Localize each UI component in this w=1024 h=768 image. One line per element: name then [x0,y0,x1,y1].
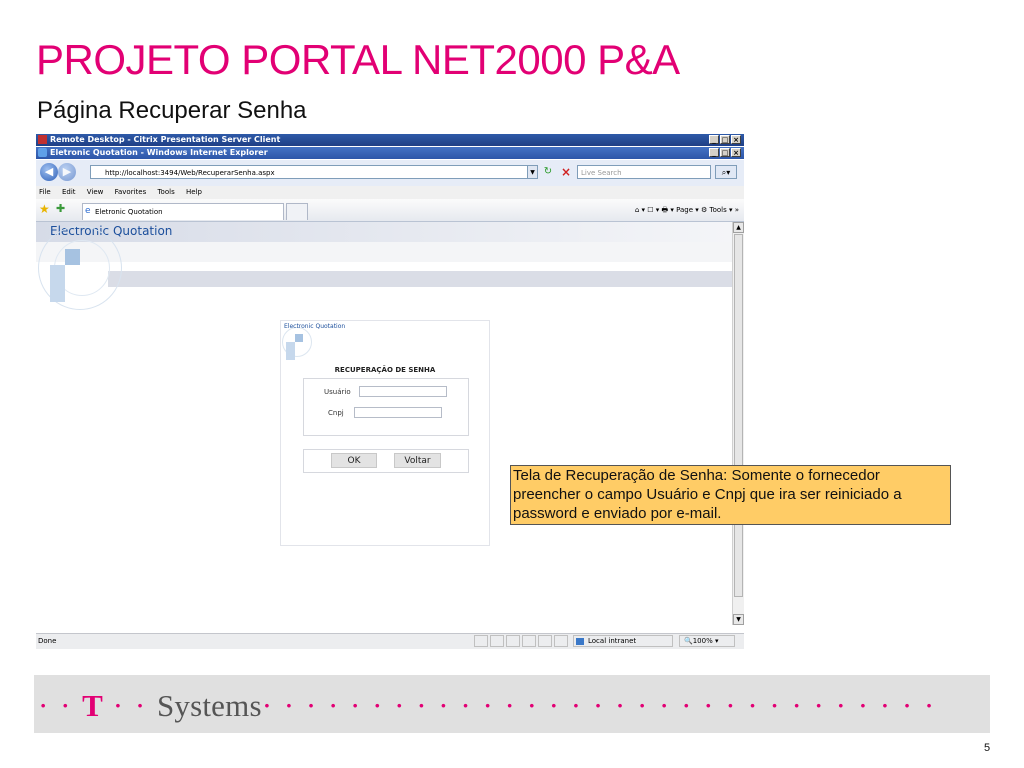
ie-close-button[interactable]: × [731,148,741,157]
app-header-title: Electronic Quotation [50,224,173,238]
page-content [36,222,732,625]
ok-button[interactable]: OK [331,453,377,468]
menu-favorites[interactable]: Favorites [114,188,147,196]
ie-window-title: Eletronic Quotation - Windows Internet Explorer [50,148,268,157]
close-button[interactable]: × [731,135,741,144]
stop-icon[interactable]: × [560,165,572,179]
slide-subtitle: Página Recuperar Senha [37,97,307,124]
logo-dots-mid: · · [103,688,157,723]
password-recovery-panel [280,320,490,546]
command-bar[interactable]: ⌂ ▾ ☐ ▾ 🖶 ▾ Page ▾ ⚙ Tools ▾ » [634,206,739,214]
remote-desktop-titlebar [36,134,744,146]
usuario-input[interactable] [359,386,447,397]
slide-title: PROJETO PORTAL NET2000 P&A [36,36,680,83]
cnpj-label: Cnpj [328,409,344,417]
refresh-icon[interactable]: ↻ [543,166,553,177]
t-systems-logo [38,688,936,724]
ie-page-icon: e [85,206,91,216]
search-icon[interactable]: ⌕▾ [715,165,737,179]
status-cell [538,635,552,647]
panel-logo-square-bottom [286,342,295,360]
page-number: 5 [984,742,991,754]
search-input[interactable]: Live Search [577,165,711,179]
citrix-icon [38,135,47,144]
favorites-star-icon[interactable]: ★ [39,202,50,216]
logo-word: Systems [156,688,262,723]
ie-titlebar [36,147,744,159]
form-title: RECUPERAÇÃO DE SENHA [334,366,436,374]
logo-dots-right: · · · · · · · · · · · · · · · · · · · · · · · · · · · · · · · [261,688,937,723]
vertical-scrollbar[interactable] [732,222,744,625]
new-tab-button[interactable] [286,203,308,220]
logo-t: T [82,688,104,723]
zoom-level[interactable]: 🔍100% ▾ [679,635,735,647]
logo-square-bottom [50,265,65,302]
menu-view[interactable]: View [86,188,104,196]
form-buttons-box [303,449,469,473]
menu-tools[interactable]: Tools [157,188,175,196]
add-favorites-icon[interactable]: ✚ [56,202,66,215]
header-band-2 [36,242,732,262]
back-arrow-icon[interactable]: ◀ [40,163,58,181]
remote-desktop-title: Remote Desktop - Citrix Presentation Server Client [50,135,281,144]
usuario-label: Usuário [324,388,351,396]
status-cell [474,635,488,647]
footer-band [34,675,990,733]
logo-square-top [65,249,80,265]
logo-dots-left: · · [38,688,83,723]
browser-screenshot [36,134,744,648]
ie-window-controls [709,148,741,157]
panel-logo-text: Electronic Quotation [284,323,346,330]
status-cell [506,635,520,647]
ie-minimize-button[interactable]: _ [709,148,719,157]
header-band-3 [108,271,732,287]
menu-bar [36,186,744,199]
remote-window-controls [709,135,741,144]
status-cells [474,635,568,647]
security-zone[interactable] [573,635,673,647]
forward-arrow-icon[interactable]: ▶ [58,163,76,181]
form-fields-box [303,378,469,436]
ie-icon [38,148,47,157]
menu-help[interactable]: Help [185,188,202,196]
voltar-button[interactable]: Voltar [394,453,441,468]
status-cell [522,635,536,647]
status-text: Done [38,637,57,645]
zone-label: Local intranet [588,637,637,645]
maximize-button[interactable]: □ [721,136,729,144]
scroll-up-icon[interactable]: ▲ [733,222,744,233]
address-dropdown-icon[interactable]: ▼ [527,165,538,179]
cnpj-input[interactable] [354,407,442,418]
panel-logo-square-top [295,334,303,342]
status-cell [490,635,504,647]
address-toolbar [36,160,744,186]
annotation-note: Tela de Recuperação de Senha: Somente o fornecedor preencher o campo Usuário e Cnpj que ira ser reiniciado a password e enviado por e-mail. [510,465,951,525]
scrollbar-thumb[interactable] [734,234,743,597]
intranet-icon [576,638,584,645]
favorites-tab-bar [36,199,744,222]
tab-label: Eletronic Quotation [95,208,163,216]
scroll-down-icon[interactable]: ▼ [733,614,744,625]
address-bar[interactable]: http://localhost:3494/Web/RecuperarSenha.aspx [90,165,538,179]
menu-file[interactable]: File [39,188,51,196]
ie-restore-button[interactable]: □ [721,149,729,157]
status-bar [36,633,744,649]
menu-edit[interactable]: Edit [61,188,76,196]
minimize-button[interactable]: _ [709,135,719,144]
tab-eletronic-quotation[interactable] [82,203,284,220]
status-cell [554,635,568,647]
